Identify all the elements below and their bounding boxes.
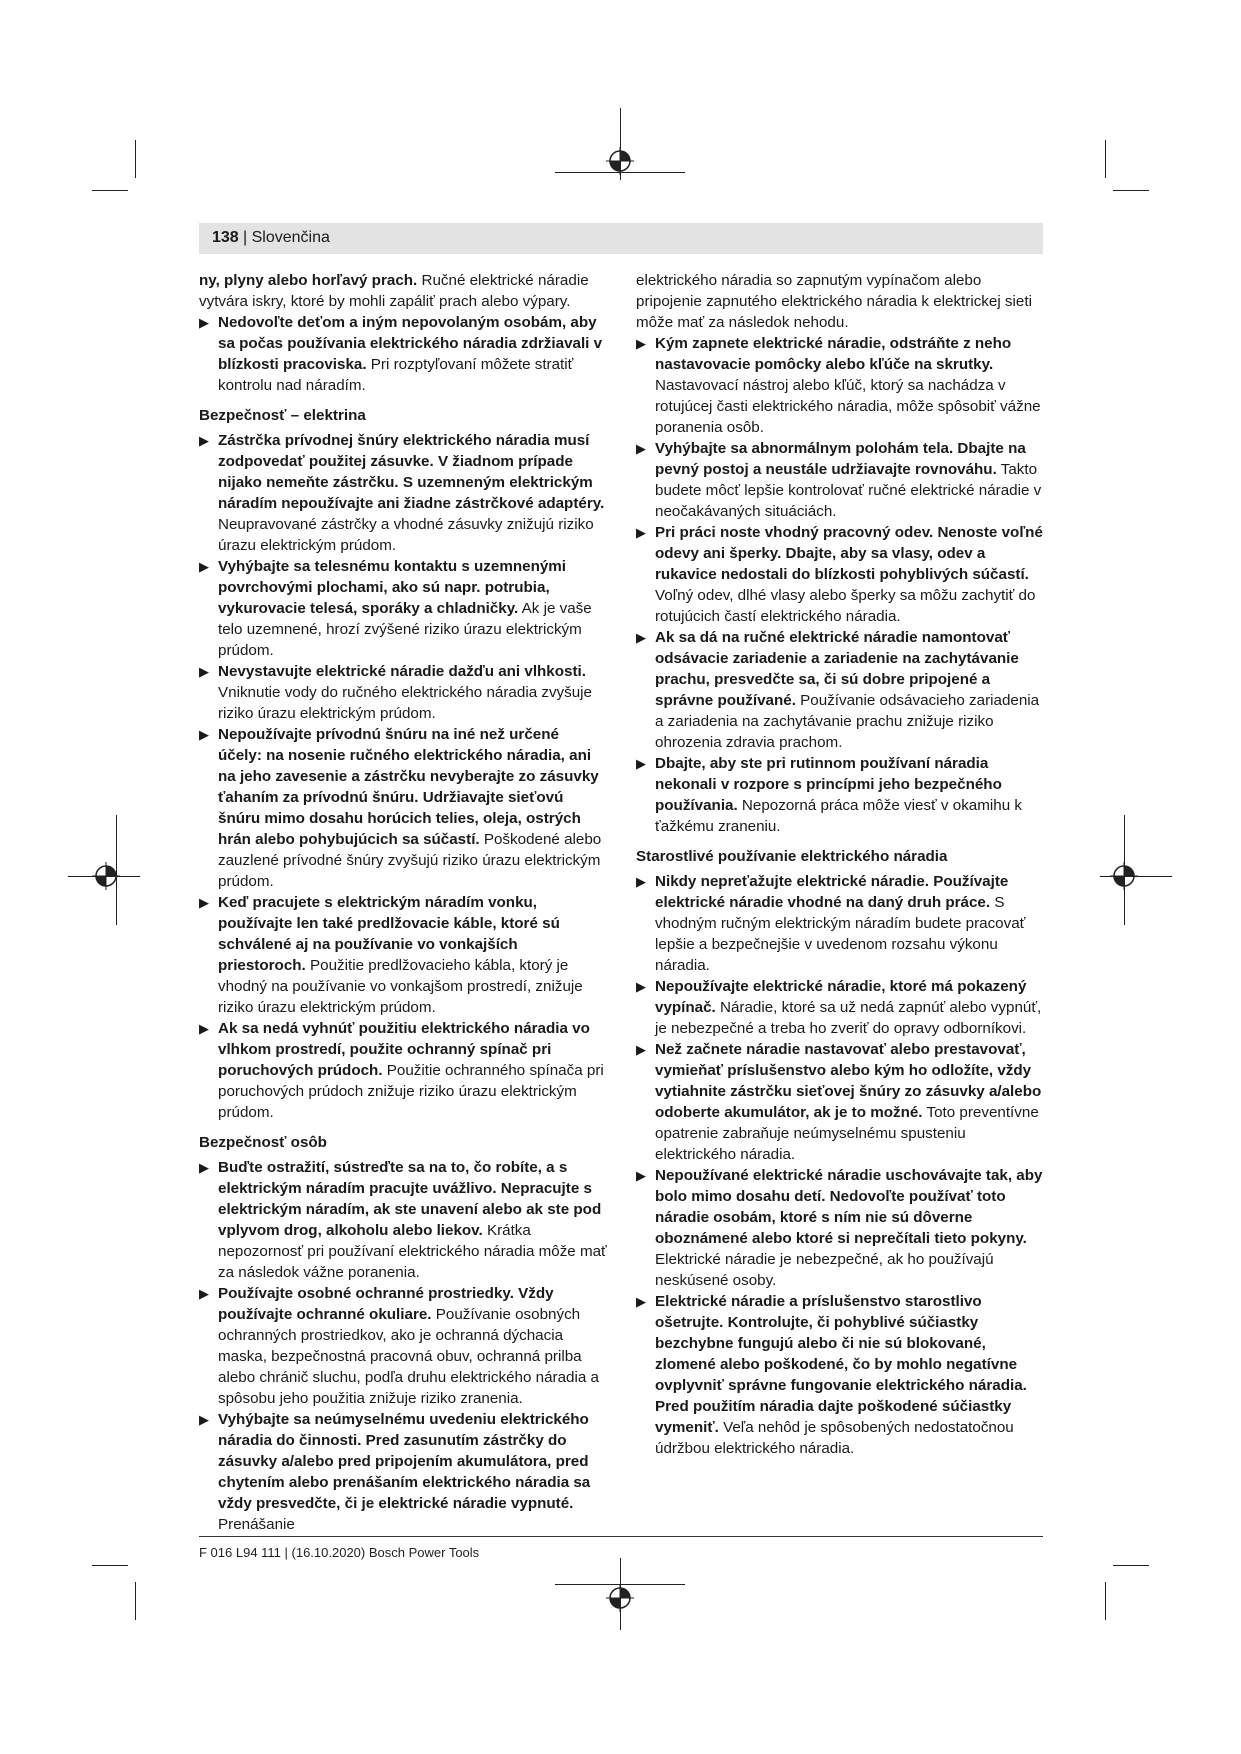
bullet-arrow-icon: ▶ [199,559,209,574]
bullet-arrow-icon: ▶ [199,1286,209,1301]
footer-rule [199,1536,1043,1537]
safety-instruction-item [199,1283,607,1409]
instruction-body: Použitie predlžovacieho kábla, ktorý je vhodný na používanie vo vonkajšom prostredí, znižuje riziko úrazu elektrickým prúdom. [218,957,583,1016]
bullet-arrow-icon: ▶ [636,441,646,456]
section-heading: Starostlivé používanie elektrického náradia [636,848,948,865]
instruction-body: Voľný odev, dlhé vlasy alebo šperky sa môžu zachytiť do rotujúcich častí elektrického náradia. [655,587,1036,625]
instruction-body: S vhodným ručným elektrickým náradím budete pracovať lepšie a bezpečnejšie v uvedenom rozsahu výkonu náradia. [655,894,1026,974]
crop-mark-top-right-vertical [1105,140,1106,178]
safety-instruction-item [199,661,607,724]
bullet-arrow-icon: ▶ [636,979,646,994]
instruction-lead: Pri práci noste vhodný pracovný odev. Nenoste voľné odevy ani šperky. Dbajte, aby sa vlasy, odev a rukavice nedostali do blízkosti pohyblivých súčastí. [655,524,1043,583]
bullet-arrow-icon: ▶ [636,525,646,540]
instruction-lead: Vyhýbajte sa telesnému kontaktu s uzemnenými povrchovými plochami, ako sú napr. potrubia, vykurovacie telesá, sporáky a chladničky. [218,558,567,617]
instruction-lead: Vyhýbajte sa neúmyselnému uvedeniu elektrického náradia do činnosti. Pred zasunutím zástrčky do zásuvky a/alebo pred pripojením akumulátora, pred chytením alebo prenášaním elektrického náradia sa vždy presvedčte, či je elektrické náradie vypnuté. [218,1411,591,1512]
safety-instruction-item [199,556,607,661]
bullet-arrow-icon: ▶ [636,630,646,645]
page-number: 138 [212,229,239,246]
safety-instruction-item [636,976,1044,1039]
crop-mark-bottom-left-horizontal [92,1565,128,1566]
safety-instruction-item [199,724,607,892]
crop-mark-top-left-horizontal [92,190,128,191]
instruction-lead: Ak sa dá na ručné elektrické náradie namontovať odsávacie zariadenie a zariadenie na zachytávanie prachu, presvedčte sa, či sú dobre pripojené a správne používané. [655,629,1019,709]
crop-mark-top-right-horizontal [1113,190,1149,191]
instruction-lead: Nedovoľte deťom a iným nepovolaným osobám, aby sa počas používania elektrického náradia zdržiavali v blízkosti pracoviska. [218,314,603,373]
instruction-body: Používanie osobných ochranných prostriedkov, ako je ochranná dýchacia maska, bezpečnostná pracovná obuv, ochranná prilba alebo chránič sluchu, podľa druhu elektrického náradia a spôsobu jeho použitia znižuje riziko zranenia. [218,1306,599,1407]
instruction-body: Nastavovací nástroj alebo kľúč, ktorý sa nachádza v rotujúcej časti elektrického náradia, môže spôsobiť vážne poranenia osôb. [655,377,1041,436]
instruction-body: Nepozorná práca môže viesť v okamihu k ťažkému zraneniu. [655,797,1022,835]
instruction-body: Veľa nehôd je spôsobených nedostatočnou údržbou elektrického náradia. [655,1419,1014,1457]
instruction-body: Elektrické náradie je nebezpečné, ak ho používajú neskúsené osoby. [655,1251,994,1289]
safety-instruction-item [636,438,1044,522]
page-footer: F 016 L94 111 | (16.10.2020) Bosch Power Tools [199,1545,480,1560]
instruction-lead: Zástrčka prívodnej šnúry elektrického náradia musí zodpovedať použitej zásuvke. V žiadnom prípade nijako nemeňte zástrčku. S uzemneným elektrickým náradím nepoužívajte ani žiadne zástrčkové adaptéry. [218,432,605,512]
instruction-body: Vniknutie vody do ručného elektrického náradia zvyšuje riziko úrazu elektrickým prúdom. [218,684,592,722]
crop-mark-bottom-left-vertical [135,1582,136,1620]
safety-instruction-item [636,1165,1044,1291]
bullet-arrow-icon: ▶ [636,336,646,351]
bullet-arrow-icon: ▶ [636,1294,646,1309]
bullet-arrow-icon: ▶ [199,1160,209,1175]
text-column-left [199,270,607,1535]
registration-mark-left-icon [92,862,120,890]
instruction-body: Prenášanie [218,1516,295,1533]
bullet-arrow-icon: ▶ [199,664,209,679]
header-language-label: Slovenčina [251,229,330,246]
safety-instruction-item [199,1157,607,1283]
instruction-body: Poškodené alebo zauzlené prívodné šnúry zvyšujú riziko úrazu elektrickým prúdom. [218,831,602,890]
safety-instruction-item [199,312,607,396]
safety-instruction-item [636,753,1044,837]
instruction-lead: Elektrické náradie a príslušenstvo starostlivo ošetrujte. Kontrolujte, či pohyblivé súčiastky bezchybne fungujú alebo či nie sú blokované, zlomené alebo poškodené, čo by mohlo negatívne ovplyvniť správne fungovanie elektrického náradia. Pred použitím náradia dajte poškodené súčiastky vymeniť. [655,1293,1027,1436]
bullet-arrow-icon: ▶ [636,874,646,889]
safety-instruction-item [636,522,1044,627]
instruction-lead: Než začnete náradie nastavovať alebo prestavovať, vymieňať príslušenstvo alebo kým ho odložíte, vždy vytiahnite zástrčku sieťovej šnúry zo zásuvky a/alebo odoberte akumulátor, ak je to možné. [655,1041,1042,1121]
registration-mark-bottom-icon [606,1584,634,1612]
instruction-body: Použitie ochranného spínača pri poruchových prúdoch znižuje riziko úrazu elektrickým prúdom. [218,1062,604,1121]
instruction-lead: Keď pracujete s elektrickým náradím vonku, používajte len také predlžovacie káble, ktoré sú schválené aj na používanie vo vonkajších priestoroch. [218,894,560,974]
continued-paragraph [636,270,1044,333]
bullet-arrow-icon: ▶ [199,1021,209,1036]
safety-instruction-item [636,1039,1044,1165]
continued-paragraph [199,270,607,312]
safety-instruction-item [636,871,1044,976]
instruction-body: Ak je vaše telo uzemnené, hrozí zvýšené riziko úrazu elektrickým prúdom. [218,600,592,659]
safety-instruction-item [636,333,1044,438]
safety-instruction-item [199,1409,607,1535]
crop-mark-top-left-vertical [135,140,136,178]
instruction-body: Používanie odsávacieho zariadenia a zariadenia na zachytávanie prachu znižuje riziko ohrozenia zdravia prachom. [655,692,1040,751]
instruction-body: Toto preventívne opatrenie zabraňuje neúmyselnému spusteniu elektrického náradia. [655,1104,1039,1163]
safety-instruction-item [199,1018,607,1123]
instruction-lead: Vyhýbajte sa abnormálnym polohám tela. Dbajte na pevný postoj a neustále udržiavajte rovnováhu. [655,440,1026,478]
crop-mark-bottom-right-vertical [1105,1582,1106,1620]
instruction-lead: Používajte osobné ochranné prostriedky. Vždy používajte ochranné okuliare. [218,1285,554,1323]
instruction-body: Krátka nepozornosť pri používaní elektrického náradia môže mať za následok vážne poranenia. [218,1222,607,1281]
bullet-arrow-icon: ▶ [199,1412,209,1427]
bullet-arrow-icon: ▶ [199,895,209,910]
safety-instruction-item [199,430,607,556]
header-separator: | [243,229,248,246]
instruction-body: Náradie, ktoré sa už nedá zapnúť alebo vypnúť, je nebezpečné a treba ho zveriť do opravy odborníkovi. [655,999,1042,1037]
instruction-body: Takto budete môcť lepšie kontrolovať ručné elektrické náradie v neočakávaných situáciách. [655,461,1042,520]
instruction-lead: Nikdy nepreťažujte elektrické náradie. Používajte elektrické náradie vhodné na daný druh práce. [655,873,1009,911]
instruction-body: elektrického náradia so zapnutým vypínačom alebo pripojenie zapnutého elektrického náradia k elektrickej sieti môže mať za následok nehodu. [636,272,1032,331]
registration-mark-top-icon [606,147,634,175]
instruction-lead: Buďte ostražití, sústreďte sa na to, čo robíte, a s elektrickým náradím pracujte uvážlivo. Nepracujte s elektrickým náradím, ak ste unavení alebo ak ste pod vplyvom drog, alkoholu alebo liekov. [218,1159,602,1239]
registration-mark-right-icon [1110,862,1138,890]
bullet-arrow-icon: ▶ [636,756,646,771]
instruction-lead: Ak sa nedá vyhnúť použitiu elektrického náradia vo vlhkom prostredí, použite ochranný spínač pri poruchových prúdoch. [218,1020,590,1079]
instruction-lead: Nevystavujte elektrické náradie dažďu ani vlhkosti. [218,663,586,680]
bullet-arrow-icon: ▶ [636,1168,646,1183]
section-heading: Bezpečnosť – elektrina [199,407,366,424]
bullet-arrow-icon: ▶ [199,727,209,742]
safety-instruction-item [636,1291,1044,1459]
crop-mark-bottom-right-horizontal [1113,1565,1149,1566]
section-heading: Bezpečnosť osôb [199,1134,327,1151]
instruction-body: Pri rozptyľovaní môžete stratiť kontrolu nad náradím. [218,356,574,394]
instruction-lead: Dbajte, aby ste pri rutinnom používaní náradia nekonali v rozpore s princípmi jeho bezpečného používania. [655,755,1002,814]
instruction-body: Ručné elektrické náradie vytvára iskry, ktoré by mohli zapáliť prach alebo výpary. [199,272,589,310]
safety-instruction-item [199,892,607,1018]
header-language [243,229,330,247]
bullet-arrow-icon: ▶ [199,315,209,330]
instruction-lead: Kým zapnete elektrické náradie, odstráňte z neho nastavovacie pomôcky alebo kľúče na skrutky. [655,335,1012,373]
instruction-lead: Nepoužívajte prívodnú šnúru na iné než určené účely: na nosenie ručného elektrického náradia, ani na jeho zavesenie a zástrčku nevyberajte zo zásuvky ťahaním za prívodnú šnúru. Udržiavajte sieťovú šnúru mimo dosahu horúcich telies, oleja, ostrých hrán alebo pohybujúcich sa súčastí. [218,726,599,848]
safety-instruction-item [636,627,1044,753]
bullet-arrow-icon: ▶ [199,433,209,448]
bullet-arrow-icon: ▶ [636,1042,646,1057]
instruction-body: Neupravované zástrčky a vhodné zásuvky znižujú riziko úrazu elektrickým prúdom. [218,516,594,554]
instruction-lead: Nepoužívané elektrické náradie uschovávajte tak, aby bolo mimo dosahu detí. Nedovoľte používať toto náradie osobám, ktoré s ním nie sú dôverne oboznámené alebo ktoré si neprečítali tieto pokyny. [655,1167,1043,1247]
instruction-lead: Nepoužívajte elektrické náradie, ktoré má pokazený vypínač. [655,978,1027,1016]
instruction-lead: ny, plyny alebo horľavý prach. [199,272,418,289]
text-column-right [636,270,1044,1459]
